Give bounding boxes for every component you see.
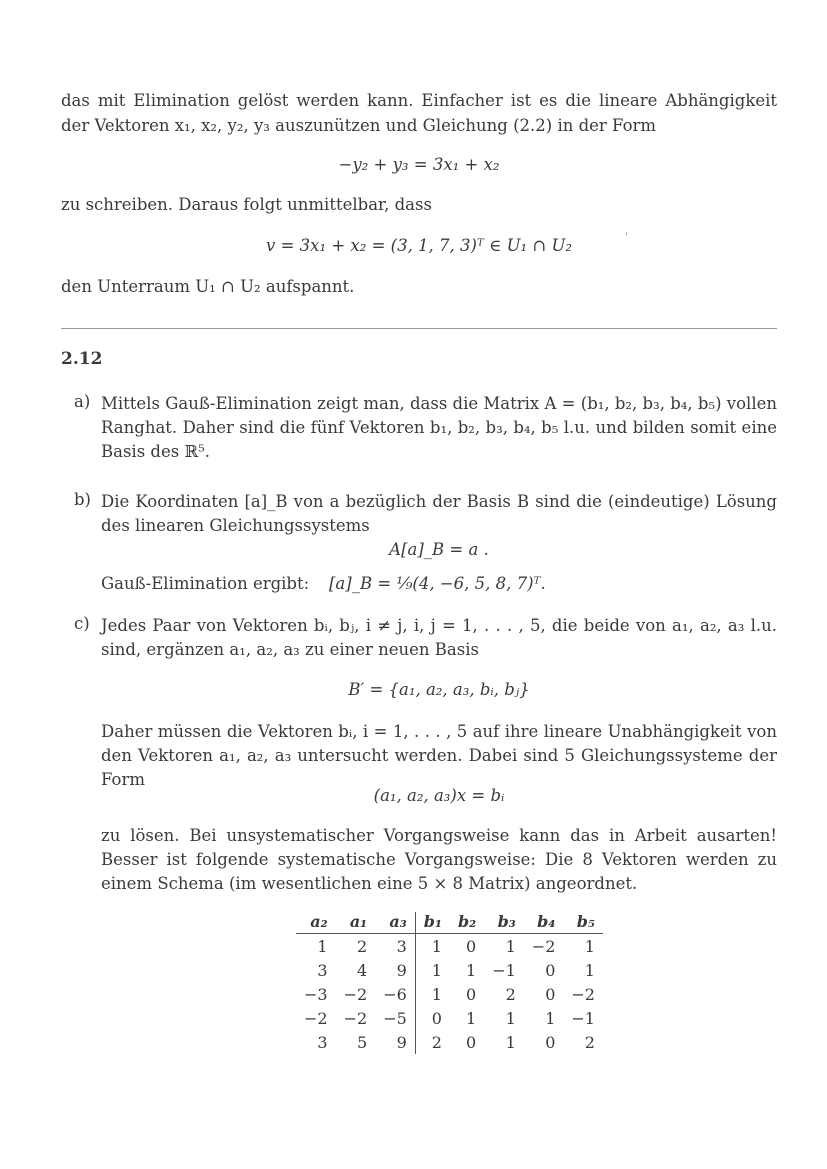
section-number: 2.12: [61, 349, 103, 369]
schema-cell: 1: [415, 982, 450, 1006]
schema-cell: 1: [317, 936, 328, 956]
schema-cell: 1: [584, 960, 595, 980]
schema-cell: −2: [531, 936, 556, 956]
schema-cell: 1: [584, 936, 595, 956]
intro-line-2: zu schreiben. Daraus folgt unmittelbar, dass: [61, 195, 432, 214]
schema-cell: 3: [317, 960, 328, 980]
schema-cell: 3: [396, 936, 407, 956]
schema-cell: −5: [383, 1008, 407, 1028]
item-c-label: c): [74, 614, 90, 633]
schema-cell: −2: [343, 1008, 368, 1028]
item-b-label: b): [74, 490, 91, 509]
schema-cell: 1: [415, 958, 450, 982]
schema-cell: −3: [304, 984, 328, 1004]
schema-header: b₄: [537, 912, 556, 931]
schema-cell: 1: [466, 1008, 477, 1028]
schema-cell: 2: [505, 984, 516, 1004]
item-b-result: [a]_B = ¹⁄₉(4, −6, 5, 8, 7)ᵀ.: [329, 574, 546, 593]
schema-cell: −1: [492, 960, 516, 980]
schema-row: [296, 958, 603, 982]
schema-cell: 2: [415, 1030, 450, 1054]
item-c-text-1: Jedes Paar von Vektoren bᵢ, bⱼ, i ≠ j, i, j = 1, . . . , 5, die beide von a₁, a₂, a₃ l.u. sind, ergänzen a₁, a₂, a₃ zu einer neuen Basis: [101, 616, 777, 659]
intro-line-3: den Unterraum U₁ ∩ U₂ aufspannt.: [61, 277, 355, 296]
schema-cell: 2: [584, 1032, 595, 1052]
schema-row: [296, 982, 603, 1006]
item-b-equation: A[a]_B = a .: [389, 540, 489, 559]
schema-cell: −6: [383, 984, 407, 1004]
schema-cell: 0: [466, 936, 477, 956]
schema-cell: 0: [415, 1006, 450, 1030]
schema-header: b₁: [415, 912, 450, 934]
item-c-text-3: zu lösen. Bei unsystematischer Vorgangsweise kann das in Arbeit ausarten! Besser ist folgende systematische Vorgangsweise: Die 8 Vektoren werden zu einem Schema (im wesentlichen eine 5 × 8 Matrix) angeordnet.: [101, 826, 777, 893]
item-c-text-2: Daher müssen die Vektoren bᵢ, i = 1, . . . , 5 auf ihre lineare Unabhängigkeit von den Vektoren a₁, a₂, a₃ untersucht werden. Dabei sind 5 Gleichungssysteme der Form: [101, 722, 777, 789]
schema-header-row: [296, 912, 603, 934]
schema-row: [296, 934, 603, 959]
section-divider: [61, 328, 777, 329]
schema-cell: 0: [466, 984, 477, 1004]
schema-cell: −1: [571, 1008, 595, 1028]
schema-cell: 1: [415, 934, 450, 959]
schema-cell: 0: [545, 1032, 556, 1052]
schema-cell: 1: [505, 936, 516, 956]
schema-cell: 0: [466, 1032, 477, 1052]
margin-mark: ': [625, 232, 628, 243]
schema-cell: −2: [343, 984, 368, 1004]
item-a-label: a): [74, 392, 91, 411]
equation-2: v = 3x₁ + x₂ = (3, 1, 7, 3)ᵀ ∈ U₁ ∩ U₂: [266, 236, 572, 255]
item-a-text: Mittels Gauß-Elimination zeigt man, dass die Matrix A = (b₁, b₂, b₃, b₄, b₅) vollen Ranghat. Daher sind die fünf Vektoren b₁, b₂, b₃, b₄, b₅ l.u. und bilden somit eine Basis des ℝ⁵.: [101, 394, 777, 461]
schema-cell: 1: [466, 960, 477, 980]
schema-cell: 5: [357, 1032, 368, 1052]
schema-cell: 2: [357, 936, 368, 956]
item-b-text: Die Koordinaten [a]_B von a bezüglich der Basis B sind die (eindeutige) Lösung des linearen Gleichungssystems: [101, 492, 777, 535]
schema-body: [296, 934, 603, 1055]
item-c-equation-2: (a₁, a₂, a₃)x = bᵢ: [373, 786, 505, 805]
intro-paragraph: das mit Elimination gelöst werden kann. Einfacher ist es die lineare Abhängigkeit der Vektoren x₁, x₂, y₂, y₃ auszunützen und Gleichung (2.2) in der Form: [61, 91, 777, 135]
schema-cell: 1: [545, 1008, 556, 1028]
item-c-equation-1: B′ = {a₁, a₂, a₃, bᵢ, bⱼ}: [348, 680, 530, 699]
schema-row: [296, 1006, 603, 1030]
schema-header: b₂: [457, 912, 477, 931]
schema-header: b₅: [576, 912, 595, 931]
schema-row: [296, 1030, 603, 1054]
schema-cell: 0: [545, 960, 556, 980]
schema-cell: 9: [396, 1032, 407, 1052]
schema-header: a₁: [349, 912, 368, 931]
schema-cell: 9: [396, 960, 407, 980]
equation-1: −y₂ + y₃ = 3x₁ + x₂: [338, 155, 500, 174]
item-b-result-label: Gauß-Elimination ergibt:: [101, 574, 310, 593]
schema-header: b₃: [497, 912, 516, 931]
schema-cell: 1: [505, 1008, 516, 1028]
schema-header: a₂: [310, 912, 328, 931]
schema-cell: −2: [571, 984, 595, 1004]
schema-header: a₃: [389, 912, 407, 931]
schema-cell: 3: [317, 1032, 328, 1052]
schema-cell: −2: [304, 1008, 328, 1028]
schema-table: [296, 912, 603, 1054]
schema-cell: 4: [357, 960, 368, 980]
schema-cell: 1: [505, 1032, 516, 1052]
schema-cell: 0: [545, 984, 556, 1004]
